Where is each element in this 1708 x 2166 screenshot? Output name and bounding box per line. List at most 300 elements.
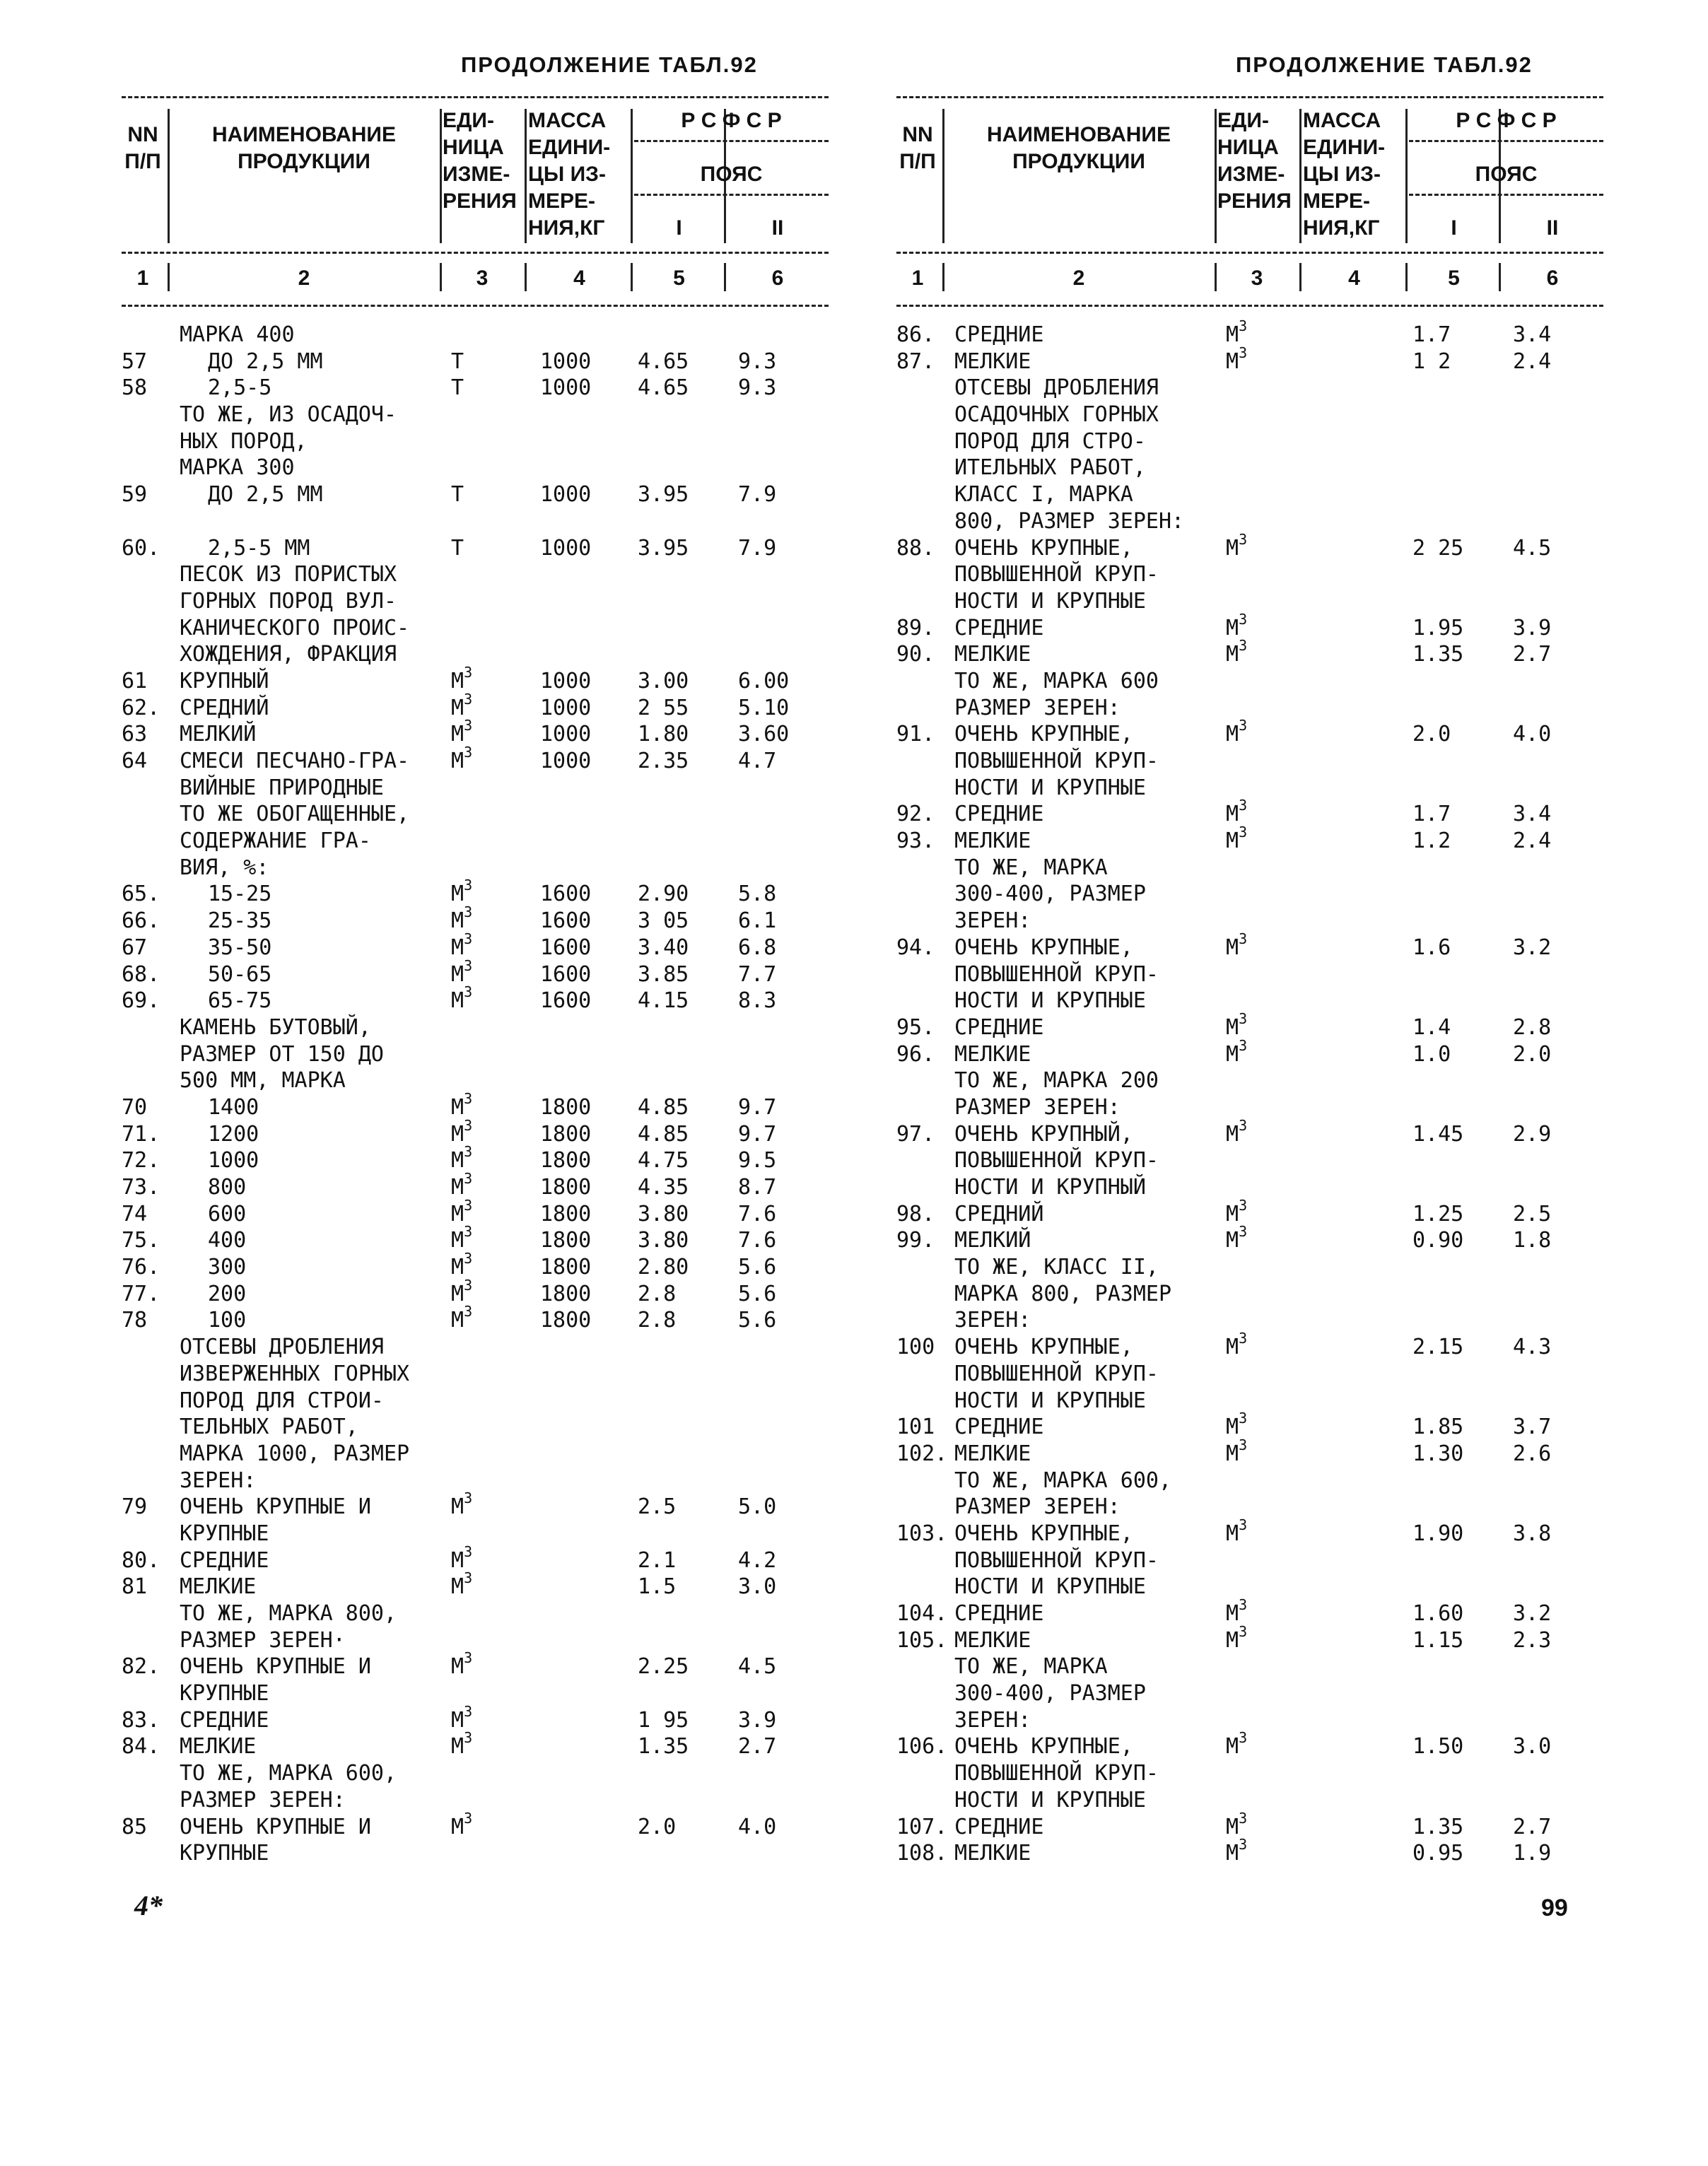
table-row xyxy=(122,1388,829,1415)
unit-of-measure: $М^3$ xyxy=(451,903,473,934)
table-row xyxy=(122,1067,829,1094)
unit-of-measure: $М^3$ xyxy=(451,877,473,907)
unit-of-measure: $М^3$ xyxy=(451,717,473,747)
price-belt-2: 3.7 xyxy=(1513,1415,1552,1440)
header-separator xyxy=(1299,263,1302,291)
header-mass: НИЯ,КГ xyxy=(528,216,605,240)
product-name: 50-65 xyxy=(208,961,272,987)
header-belt: ПОЯС xyxy=(1475,163,1538,186)
table-row xyxy=(122,402,829,428)
price-belt-1: 1 95 xyxy=(638,1707,689,1733)
row-number: 63 xyxy=(122,722,148,747)
unit-of-measure: $М^3$ xyxy=(451,930,473,960)
product-name: МАРКА 400 xyxy=(180,322,295,347)
price-belt-2: 3.4 xyxy=(1513,322,1552,347)
table-row xyxy=(896,1653,1603,1680)
table-row xyxy=(122,956,829,988)
header-unit: ИЗМЕ- xyxy=(443,163,510,186)
price-belt-2: 4.7 xyxy=(738,749,777,773)
header-separator xyxy=(525,263,527,291)
price-belt-2: 8.3 xyxy=(738,988,777,1014)
price-belt-2: 9.3 xyxy=(738,349,777,374)
product-name: НОСТИ И КРУПНЫЕ xyxy=(954,1787,1146,1813)
row-number: 86. xyxy=(896,322,935,347)
price-belt-1: 1 2 xyxy=(1412,349,1451,374)
table-row xyxy=(896,1330,1603,1361)
unit-of-measure: $М^3$ xyxy=(1226,530,1248,561)
table-row xyxy=(122,508,829,535)
table-row xyxy=(122,322,829,349)
unit-of-measure: $М^3$ xyxy=(451,1569,473,1600)
table-row xyxy=(122,1760,829,1787)
price-belt-1: 3.95 xyxy=(638,482,689,508)
row-number: 58 xyxy=(122,375,148,401)
table-header xyxy=(896,90,1603,310)
row-number: 84. xyxy=(122,1734,160,1760)
row-number: 78 xyxy=(122,1308,148,1333)
unit-mass: 1800 xyxy=(540,1255,592,1280)
row-number: 94. xyxy=(896,935,935,960)
table-row xyxy=(122,588,829,615)
table-row xyxy=(122,1170,829,1201)
product-name: ПОВЫШЕННОЙ КРУП- xyxy=(954,1148,1159,1173)
header-name: ПРОДУКЦИИ xyxy=(238,150,370,173)
header-rule-mid xyxy=(122,252,829,254)
price-belt-2: 3.9 xyxy=(1513,615,1552,640)
product-name: ТЕЛЬНЫХ РАБОТ, xyxy=(180,1415,358,1440)
product-name: МЕЛКИЕ xyxy=(954,1627,1031,1653)
table-row xyxy=(896,1707,1603,1734)
signature-mark: 4* xyxy=(134,1890,163,1921)
table-row xyxy=(896,961,1603,988)
header-mass: ЦЫ ИЗ- xyxy=(528,163,606,186)
product-name: ОЧЕНЬ КРУПНЫЕ, xyxy=(954,1335,1133,1360)
price-belt-2: 3.8 xyxy=(1513,1521,1552,1546)
row-number: 82. xyxy=(122,1654,160,1680)
unit-of-measure: $М^3$ xyxy=(451,1542,473,1573)
table-row xyxy=(122,641,829,668)
unit-of-measure: $М^3$ xyxy=(1226,1036,1248,1067)
price-belt-2: 2.7 xyxy=(1513,642,1552,667)
price-belt-2: 5.10 xyxy=(738,695,790,720)
product-name: СРЕДНИЕ xyxy=(180,1547,269,1573)
unit-mass: 1800 xyxy=(540,1308,592,1333)
table-row xyxy=(122,828,829,855)
table-row xyxy=(122,1276,829,1308)
price-belt-2: 7.7 xyxy=(738,961,777,987)
price-belt-2: 2.3 xyxy=(1513,1627,1552,1653)
price-belt-1: 4.65 xyxy=(638,349,689,374)
product-name: 65-75 xyxy=(208,988,272,1014)
table-row xyxy=(122,717,829,748)
unit-of-measure: $М^3$ xyxy=(1226,1729,1248,1760)
product-name: ТО ЖЕ, ИЗ ОСАДОЧ- xyxy=(180,402,397,428)
price-belt-1: 3.95 xyxy=(638,535,689,561)
header-belt: ПОЯС xyxy=(700,163,763,186)
product-name: 200 xyxy=(208,1281,247,1306)
product-name: СРЕДНИЙ xyxy=(954,1201,1044,1227)
table-row xyxy=(896,1574,1603,1600)
header-col-number: 6 xyxy=(1546,267,1559,290)
product-name: СРЕДНИЕ xyxy=(954,615,1044,640)
price-belt-1: 1.0 xyxy=(1412,1041,1451,1067)
row-number: 66. xyxy=(122,908,160,934)
table-row xyxy=(896,1094,1603,1121)
header-mass: МАССА xyxy=(528,109,607,132)
product-name: 800 xyxy=(208,1175,247,1200)
unit-of-measure: $М^3$ xyxy=(451,1702,473,1733)
table-row xyxy=(896,1468,1603,1494)
price-belt-1: 2.8 xyxy=(638,1281,677,1306)
price-belt-2: 7.6 xyxy=(738,1228,777,1253)
header-separator xyxy=(1499,263,1501,291)
table-row xyxy=(896,695,1603,722)
table-row xyxy=(122,1702,829,1734)
product-name: МЕЛКИЕ xyxy=(180,1734,257,1760)
product-name: РАЗМЕР ЗЕРЕН: xyxy=(180,1787,346,1813)
table-row xyxy=(896,668,1603,695)
header-separator xyxy=(631,263,633,291)
table-row xyxy=(122,1143,829,1174)
unit-mass: 1600 xyxy=(540,908,592,934)
product-name: СРЕДНИЕ xyxy=(954,802,1044,827)
product-name: 2,5-5 ММ xyxy=(208,535,310,561)
row-number: 73. xyxy=(122,1175,160,1200)
product-name: ОСАДОЧНЫХ ГОРНЫХ xyxy=(954,402,1159,428)
price-belt-1: 2.25 xyxy=(638,1654,689,1680)
price-belt-1: 2.15 xyxy=(1412,1335,1464,1360)
unit-mass: 1000 xyxy=(540,349,592,374)
header-rule-bottom xyxy=(896,305,1603,307)
product-name: СРЕДНИЕ xyxy=(180,1707,269,1733)
price-belt-2: 9.7 xyxy=(738,1094,777,1120)
header-mass: МЕРЕ- xyxy=(1303,189,1371,213)
table-row xyxy=(122,1116,829,1148)
price-belt-1: 3.40 xyxy=(638,935,689,960)
header-rule-mid xyxy=(896,252,1603,254)
unit-of-measure: $М^3$ xyxy=(451,1276,473,1306)
unit-mass: 1800 xyxy=(540,1228,592,1253)
product-name: ИЗВЕРЖЕННЫХ ГОРНЫХ xyxy=(180,1361,410,1386)
price-belt-1: 2.90 xyxy=(638,882,689,907)
unit-of-measure: $М^3$ xyxy=(451,1649,473,1680)
unit-of-measure: $М^3$ xyxy=(1226,1809,1248,1839)
header-separator xyxy=(631,109,633,243)
row-number: 69. xyxy=(122,988,160,1014)
table-row xyxy=(896,930,1603,961)
table-row xyxy=(896,1596,1603,1627)
price-belt-2: 3.0 xyxy=(1513,1734,1552,1760)
product-name: ПОВЫШЕННОЙ КРУП- xyxy=(954,562,1159,587)
product-name: ПОВЫШЕННОЙ КРУП- xyxy=(954,961,1159,987)
product-name: НОСТИ И КРУПНЫЙ xyxy=(954,1175,1146,1200)
unit-of-measure: $М^3$ xyxy=(1226,824,1248,854)
row-number: 100 xyxy=(896,1335,935,1360)
table-row xyxy=(896,775,1603,802)
row-number: 59 xyxy=(122,482,148,508)
table-row xyxy=(122,1489,829,1521)
price-belt-1: 1.6 xyxy=(1412,935,1451,960)
price-belt-2: 4.3 xyxy=(1513,1335,1552,1360)
header-sub-rule xyxy=(634,140,829,142)
unit-of-measure: $М^3$ xyxy=(451,983,473,1014)
product-name: МЕЛКИЙ xyxy=(954,1228,1031,1253)
table-row xyxy=(122,1361,829,1388)
product-name: ТО ЖЕ, МАРКА 600, xyxy=(180,1761,397,1786)
row-number: 68. xyxy=(122,961,160,987)
product-name: КЛАСС I, МАРКА xyxy=(954,482,1133,508)
price-belt-1: 0.95 xyxy=(1412,1841,1464,1866)
table-row xyxy=(122,1729,829,1760)
price-belt-1: 2 55 xyxy=(638,695,689,720)
row-number: 98. xyxy=(896,1201,935,1227)
unit-mass: 1000 xyxy=(540,482,592,508)
price-belt-1: 4.85 xyxy=(638,1094,689,1120)
row-number: 103. xyxy=(896,1521,948,1546)
unit-mass: 1000 xyxy=(540,535,592,561)
table-row xyxy=(122,1468,829,1494)
row-number: 104. xyxy=(896,1601,948,1626)
table-row xyxy=(896,1307,1603,1334)
price-belt-2: 2.8 xyxy=(1513,1014,1552,1040)
unit-mass: 1800 xyxy=(540,1121,592,1147)
table-row xyxy=(896,881,1603,908)
price-belt-1: 2.80 xyxy=(638,1255,689,1280)
product-name: РАЗМЕР ЗЕРЕН· xyxy=(180,1627,346,1653)
header-belt-2: II xyxy=(771,216,784,240)
row-number: 77. xyxy=(122,1281,160,1306)
product-name: НЫХ ПОРОД, xyxy=(180,428,308,454)
row-number: 89. xyxy=(896,615,935,640)
unit-mass: 1600 xyxy=(540,988,592,1014)
product-name: НОСТИ И КРУПНЫЕ xyxy=(954,1388,1146,1413)
header-separator xyxy=(1215,109,1217,243)
table-row xyxy=(122,1521,829,1547)
product-name: ТО ЖЕ, МАРКА xyxy=(954,1654,1108,1680)
product-name: 600 xyxy=(208,1201,247,1227)
product-name: 1000 xyxy=(208,1148,259,1173)
product-name: СРЕДНИЕ xyxy=(954,1014,1044,1040)
product-name: СРЕДНИЕ xyxy=(954,322,1044,347)
product-name: ОЧЕНЬ КРУПНЫЕ, xyxy=(954,1521,1133,1546)
price-belt-1: 2.5 xyxy=(638,1494,677,1520)
product-name: 300-400, РАЗМЕР xyxy=(954,1681,1146,1707)
price-belt-1: 1.15 xyxy=(1412,1627,1464,1653)
table-row xyxy=(896,1174,1603,1201)
unit-mass: 1000 xyxy=(540,695,592,720)
unit-of-measure: $М^3$ xyxy=(1226,1009,1248,1040)
table-row xyxy=(896,1388,1603,1415)
table-row xyxy=(122,1840,829,1867)
header-col-number: 4 xyxy=(1348,267,1360,290)
table-body xyxy=(896,317,1603,1867)
unit-of-measure: $М^3$ xyxy=(451,663,473,693)
header-col-number: 1 xyxy=(136,267,149,290)
price-belt-1: 1.45 xyxy=(1412,1121,1464,1147)
price-belt-1: 1.80 xyxy=(638,722,689,747)
price-belt-2: 9.3 xyxy=(738,375,777,401)
row-number: 72. xyxy=(122,1148,160,1173)
table-row xyxy=(122,1600,829,1627)
table-row xyxy=(896,1494,1603,1521)
unit-of-measure: $М^3$ xyxy=(1226,1436,1248,1466)
unit-of-measure: $М^3$ xyxy=(1226,637,1248,667)
price-belt-2: 2.4 xyxy=(1513,349,1552,374)
price-belt-2: 2.5 xyxy=(1513,1201,1552,1227)
unit-of-measure: $М^3$ xyxy=(451,1223,473,1253)
product-name: 35-50 xyxy=(208,935,272,960)
table-row xyxy=(122,663,829,695)
table-row xyxy=(896,1836,1603,1867)
product-name: ТО ЖЕ, МАРКА 800, xyxy=(180,1601,397,1626)
header-nn: П/П xyxy=(899,150,936,173)
header-name: ПРОДУКЦИИ xyxy=(1012,150,1145,173)
unit-of-measure: $М^3$ xyxy=(451,1303,473,1333)
header-region: Р С Ф С Р xyxy=(681,109,782,132)
table-row xyxy=(122,801,829,828)
row-number: 61 xyxy=(122,668,148,693)
header-nn: NN xyxy=(902,123,933,146)
price-belt-2: 7.9 xyxy=(738,535,777,561)
header-region: Р С Ф С Р xyxy=(1456,109,1557,132)
price-belt-1: 1.2 xyxy=(1412,829,1451,854)
price-belt-2: 7.9 xyxy=(738,482,777,508)
unit-of-measure: $М^3$ xyxy=(451,1089,473,1120)
table-row xyxy=(896,717,1603,748)
product-name: СРЕДНИЕ xyxy=(954,1601,1044,1626)
table-row xyxy=(122,455,829,481)
header-col-number: 3 xyxy=(1251,267,1263,290)
product-name: НОСТИ И КРУПНЫЕ xyxy=(954,1574,1146,1600)
unit-of-measure: $М^3$ xyxy=(1226,344,1248,374)
price-belt-2: 7.6 xyxy=(738,1201,777,1227)
unit-of-measure: $М^3$ xyxy=(1226,1596,1248,1626)
price-belt-2: 3.60 xyxy=(738,722,790,747)
product-name: МЕЛКИЕ xyxy=(954,642,1031,667)
product-name: ОТСЕВЫ ДРОБЛЕНИЯ xyxy=(180,1335,384,1360)
header-nn: NN xyxy=(127,123,158,146)
product-name: МАРКА 300 xyxy=(180,455,295,481)
price-belt-1: 2 25 xyxy=(1412,535,1464,561)
unit-of-measure: $М^3$ xyxy=(1226,1622,1248,1653)
row-number: 83. xyxy=(122,1707,160,1733)
product-name: КАМЕНЬ БУТОВЫЙ, xyxy=(180,1014,371,1040)
table-row xyxy=(896,1196,1603,1228)
table-row xyxy=(896,1223,1603,1254)
row-number: 107. xyxy=(896,1814,948,1839)
price-belt-2: 4.0 xyxy=(1513,722,1552,747)
table-row xyxy=(896,1067,1603,1094)
unit-mass: 1000 xyxy=(540,375,592,401)
unit-of-measure: Т xyxy=(451,349,464,374)
header-rule-top xyxy=(122,96,829,98)
price-belt-2: 2.4 xyxy=(1513,829,1552,854)
table-row xyxy=(896,375,1603,402)
table-row xyxy=(896,1809,1603,1841)
unit-mass: 1800 xyxy=(540,1094,592,1120)
unit-mass: 1800 xyxy=(540,1175,592,1200)
product-name: 400 xyxy=(208,1228,247,1253)
price-belt-2: 3.4 xyxy=(1513,802,1552,827)
product-name: СРЕДНИЙ xyxy=(180,695,269,720)
header-unit: РЕНИЯ xyxy=(443,189,517,213)
price-belt-2: 5.0 xyxy=(738,1494,777,1520)
price-belt-1: 2.35 xyxy=(638,749,689,773)
price-belt-2: 6.1 xyxy=(738,908,777,934)
price-belt-2: 5.6 xyxy=(738,1281,777,1306)
row-number: 102. xyxy=(896,1441,948,1466)
header-separator xyxy=(1405,109,1408,243)
price-belt-1: 4.65 xyxy=(638,375,689,401)
unit-of-measure: $М^3$ xyxy=(451,1196,473,1227)
row-number: 57 xyxy=(122,349,148,374)
unit-of-measure: $М^3$ xyxy=(1226,1516,1248,1546)
header-col-number: 3 xyxy=(476,267,489,290)
table-row xyxy=(896,1009,1603,1041)
unit-of-measure: $М^3$ xyxy=(451,1489,473,1520)
table-row xyxy=(896,561,1603,588)
product-name: ОЧЕНЬ КРУПНЫЕ И xyxy=(180,1814,371,1839)
unit-of-measure: $М^3$ xyxy=(1226,317,1248,347)
price-belt-2: 4.5 xyxy=(738,1654,777,1680)
header-mass: МАССА xyxy=(1303,109,1381,132)
price-belt-1: 1.95 xyxy=(1412,615,1464,640)
product-name: ХОЖДЕНИЯ, ФРАКЦИЯ xyxy=(180,642,397,667)
table-row xyxy=(896,1516,1603,1547)
price-belt-1: 1.7 xyxy=(1412,802,1451,827)
header-col-number: 4 xyxy=(573,267,585,290)
product-name: РАЗМЕР ЗЕРЕН: xyxy=(954,1094,1121,1120)
product-name: МЕЛКИЙ xyxy=(180,722,257,747)
table-row xyxy=(896,1361,1603,1388)
price-belt-2: 4.2 xyxy=(738,1547,777,1573)
unit-of-measure: Т xyxy=(451,482,464,508)
table-row xyxy=(122,855,829,882)
row-number: 97. xyxy=(896,1121,935,1147)
row-number: 95. xyxy=(896,1014,935,1040)
table-row xyxy=(122,1196,829,1228)
unit-of-measure: $М^3$ xyxy=(1226,1330,1248,1360)
table-row xyxy=(122,690,829,722)
row-number: 88. xyxy=(896,535,935,561)
price-belt-1: 1.90 xyxy=(1412,1521,1464,1546)
unit-of-measure: $М^3$ xyxy=(1226,610,1248,640)
table-row xyxy=(122,1250,829,1281)
table-row xyxy=(122,615,829,642)
price-belt-2: 2.6 xyxy=(1513,1441,1552,1466)
product-name: СРЕДНИЕ xyxy=(954,1415,1044,1440)
header-col-number: 1 xyxy=(911,267,924,290)
product-name: МАРКА 1000, РАЗМЕР xyxy=(180,1441,410,1466)
header-belt-1: I xyxy=(1451,216,1457,240)
header-unit: ИЗМЕ- xyxy=(1217,163,1285,186)
table-row xyxy=(122,1542,829,1574)
table-row xyxy=(896,1680,1603,1707)
continuation-title: ПРОДОЛЖЕНИЕ ТАБЛ.92 xyxy=(1236,52,1533,77)
row-number: 64 xyxy=(122,749,148,773)
table-row xyxy=(896,797,1603,828)
product-name: ТО ЖЕ, МАРКА 600, xyxy=(954,1468,1172,1493)
price-belt-1: 1.7 xyxy=(1412,322,1451,347)
price-belt-1: 1.25 xyxy=(1412,1201,1464,1227)
row-number: 70 xyxy=(122,1094,148,1120)
table-row xyxy=(896,1036,1603,1068)
product-name: НОСТИ И КРУПНЫЕ xyxy=(954,588,1146,614)
price-belt-2: 5.8 xyxy=(738,882,777,907)
table-row xyxy=(896,1147,1603,1174)
unit-mass: 1800 xyxy=(540,1148,592,1173)
product-name: ПЕСОК ИЗ ПОРИСТЫХ xyxy=(180,562,397,587)
